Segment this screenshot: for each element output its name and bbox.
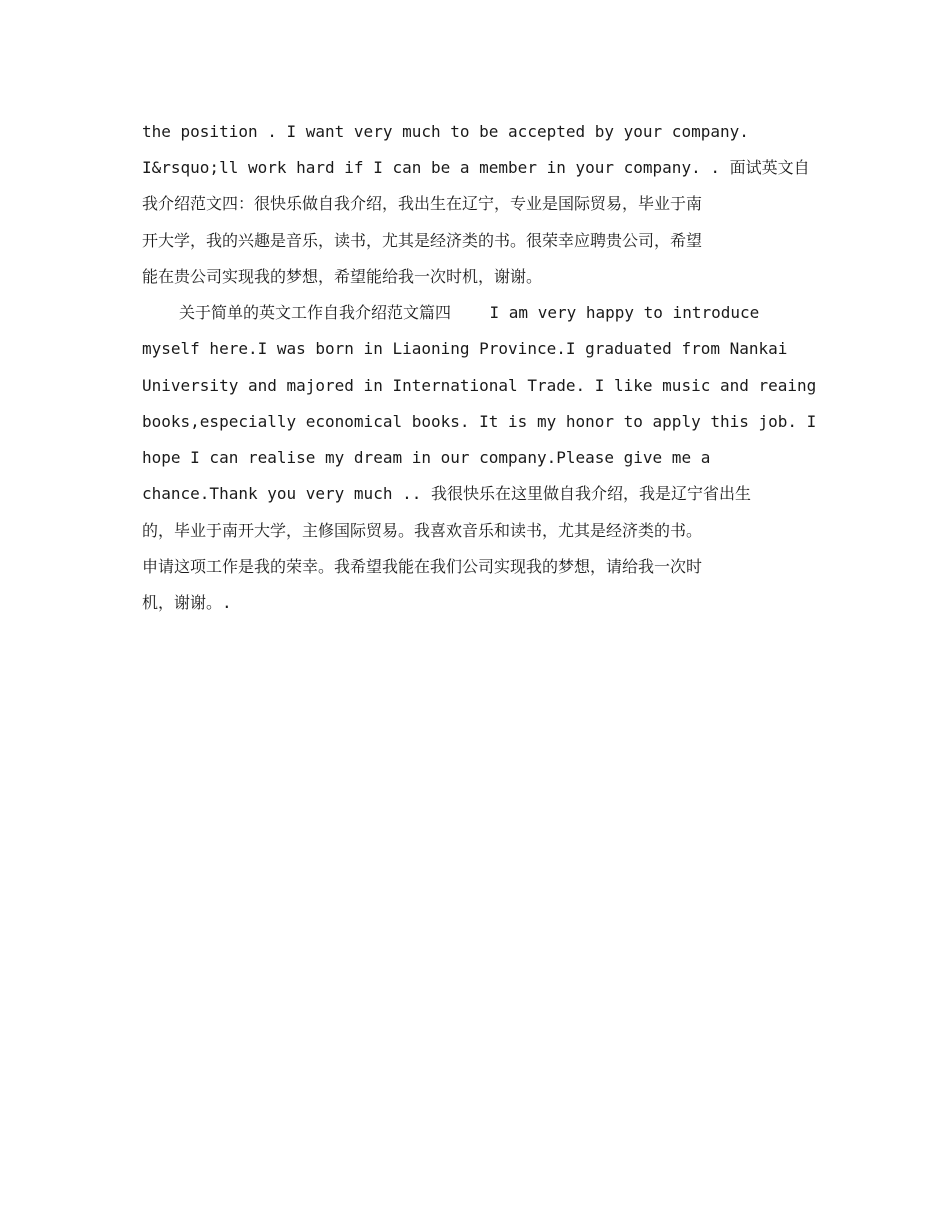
text-line: 机，谢谢。. xyxy=(142,593,232,612)
text-line: books,especially economical books. It is my honor to apply this job. I xyxy=(142,412,817,431)
paragraph-start-line: 关于简单的英文工作自我介绍范文篇四 I am very happy to introduce xyxy=(179,303,760,322)
text-line: the position . I want very much to be accepted by your company. xyxy=(142,122,749,141)
text-line: chance.Thank you very much .. 我很快乐在这里做自我介绍，我是辽宁省出生 xyxy=(142,484,751,503)
text-line: 我介绍范文四：很快乐做自我介绍，我出生在辽宁，专业是国际贸易，毕业于南 xyxy=(142,194,703,213)
text-line: I&rsquo;ll work hard if I can be a member in your company. . 面试英文自 xyxy=(142,158,810,177)
text-line: 的，毕业于南开大学，主修国际贸易。我喜欢音乐和读书，尤其是经济类的书。 xyxy=(142,521,703,540)
text-line: myself here.I was born in Liaoning Province.I graduated from Nankai xyxy=(142,339,788,358)
text-line: 能在贵公司实现我的梦想，希望能给我一次时机，谢谢。 xyxy=(142,267,543,286)
text-line: 开大学，我的兴趣是音乐，读书，尤其是经济类的书。很荣幸应聘贵公司，希望 xyxy=(142,231,703,250)
text-line: hope I can realise my dream in our company.Please give me a xyxy=(142,448,711,467)
text-line: 申请这项工作是我的荣幸。我希望我能在我们公司实现我的梦想，请给我一次时 xyxy=(142,557,703,576)
text-line: University and majored in International Trade. I like music and reaing xyxy=(142,376,817,395)
